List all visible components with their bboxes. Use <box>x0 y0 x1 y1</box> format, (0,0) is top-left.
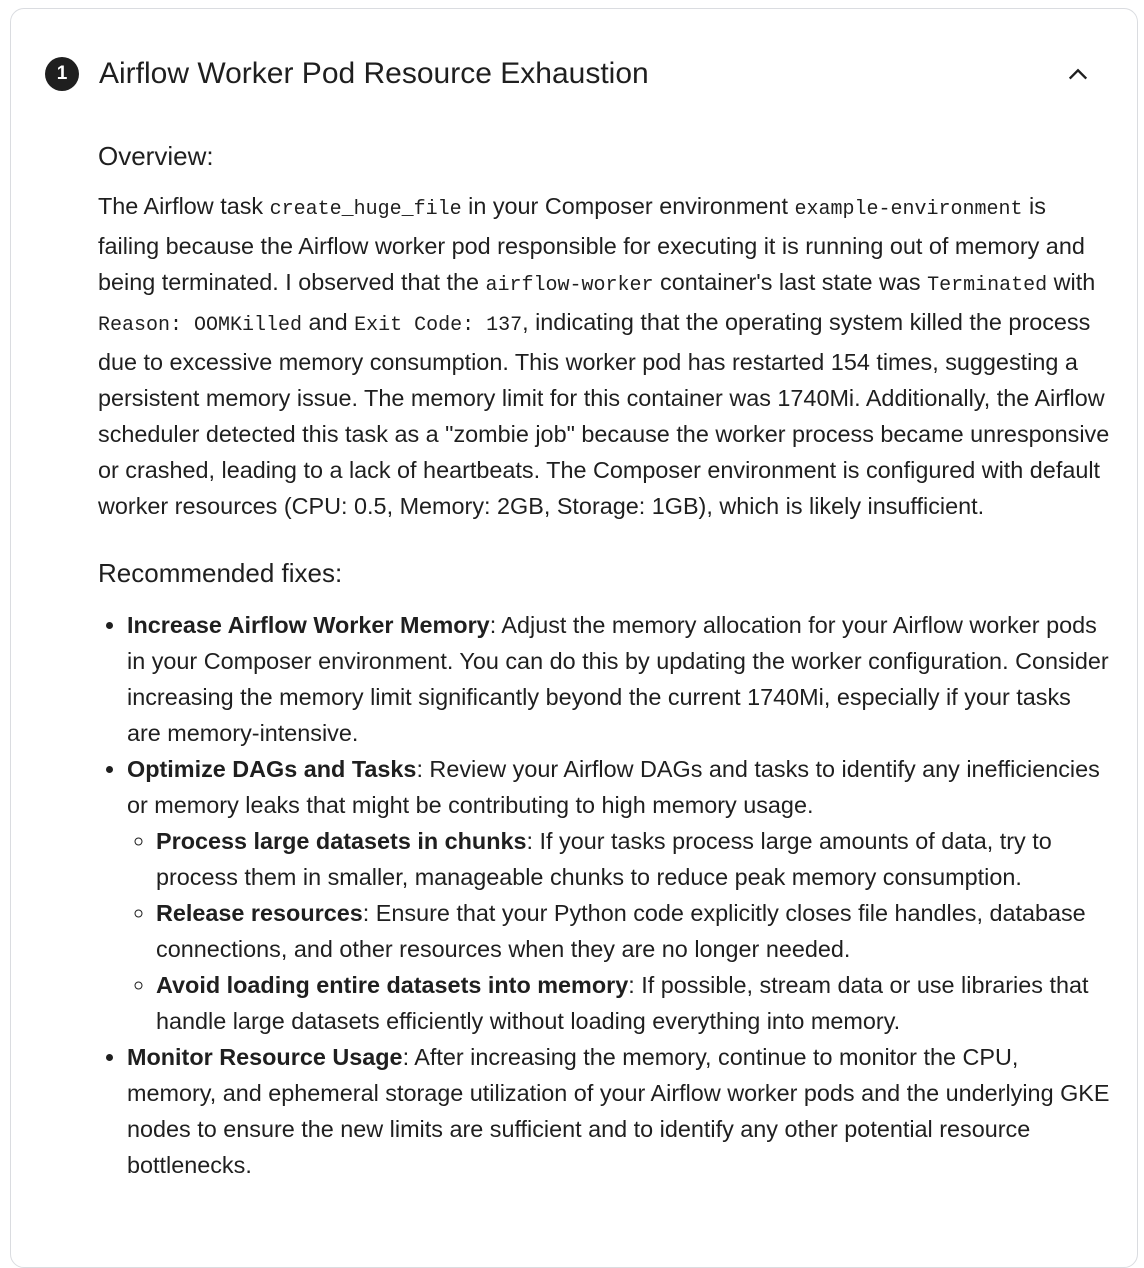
item-text: : If your tasks process large amounts of data, try to process them in smaller, manageable chunks to reduce peak memory consumption. <box>156 828 1052 890</box>
item-title: Monitor Resource Usage <box>127 1044 403 1070</box>
list-item <box>156 823 1110 895</box>
fixes-heading: Recommended fixes: <box>98 558 343 588</box>
code: example-environment <box>794 198 1023 221</box>
item-title: Release resources <box>156 900 363 926</box>
item-text: : After increasing the memory, continue to monitor the CPU, memory, and ephemeral storage utilization of your Airflow worker pods and the underlying GKE nodes to ensure the new limits are sufficient and to identify any other potential resource bottlenecks. <box>127 1044 1110 1178</box>
overview-heading: Overview: <box>98 141 214 171</box>
issue-number-badge: 1 <box>45 57 79 91</box>
overview-text <box>98 188 1110 524</box>
text: and <box>302 309 355 335</box>
item-title: Increase Airflow Worker Memory <box>127 612 490 638</box>
item-text: : Ensure that your Python code explicitly closes file handles, database connections, and other resources when they are no longer needed. <box>156 900 1086 962</box>
list-item <box>156 967 1110 1039</box>
list-item <box>156 895 1110 967</box>
item-text: : If possible, stream data or use libraries that handle large datasets efficiently without loading everything into memory. <box>156 972 1089 1034</box>
issue-title: Airflow Worker Pod Resource Exhaustion <box>99 57 649 90</box>
text: container's last state was <box>653 269 928 295</box>
code: airflow-worker <box>485 274 654 297</box>
item-title: Avoid loading entire datasets into memory <box>156 972 629 998</box>
issue-card <box>10 8 1138 1268</box>
text: in your Composer environment <box>461 193 795 219</box>
item-title: Process large datasets in chunks <box>156 828 527 854</box>
sub-list <box>127 823 1110 1039</box>
fixes-list <box>98 607 1110 1183</box>
list-item <box>127 1039 1110 1183</box>
issue-content <box>98 141 1110 1183</box>
list-item <box>127 607 1110 751</box>
code: Terminated <box>927 274 1048 297</box>
code: create_huge_file <box>269 198 462 221</box>
issue-header[interactable] <box>45 57 649 91</box>
code: Exit Code: 137 <box>354 314 523 337</box>
text: The Airflow task <box>98 193 270 219</box>
text: with <box>1047 269 1096 295</box>
chevron-up-icon[interactable] <box>1067 63 1089 85</box>
code: Reason: OOMKilled <box>98 314 303 337</box>
item-text: : Review your Airflow DAGs and tasks to identify any inefficiencies or memory leaks that might be contributing to high memory usage. <box>127 756 1100 818</box>
text: , indicating that the operating system killed the process due to excessive memory consumption. This worker pod has restarted 154 times, suggesting a persistent memory issue. The memory limit for this container was 1740Mi. Additionally, the Airflow scheduler detected this task as a "zombie job" because the worker process became unresponsive or crashed, leading to a lack of heartbeats. The Composer environment is configured with default worker resources (CPU: 0.5, Memory: 2GB, Storage: 1GB), which is likely insufficient. <box>98 309 1110 519</box>
item-text: : Adjust the memory allocation for your Airflow worker pods in your Composer environment. You can do this by updating the worker configuration. Consider increasing the memory limit significantly beyond the current 1740Mi, especially if your tasks are memory-intensive. <box>127 612 1109 746</box>
text: is failing because the Airflow worker pod responsible for executing it is running out of memory and being terminated. I observed that the <box>98 193 1085 295</box>
list-item <box>127 751 1110 1039</box>
item-title: Optimize DAGs and Tasks <box>127 756 417 782</box>
